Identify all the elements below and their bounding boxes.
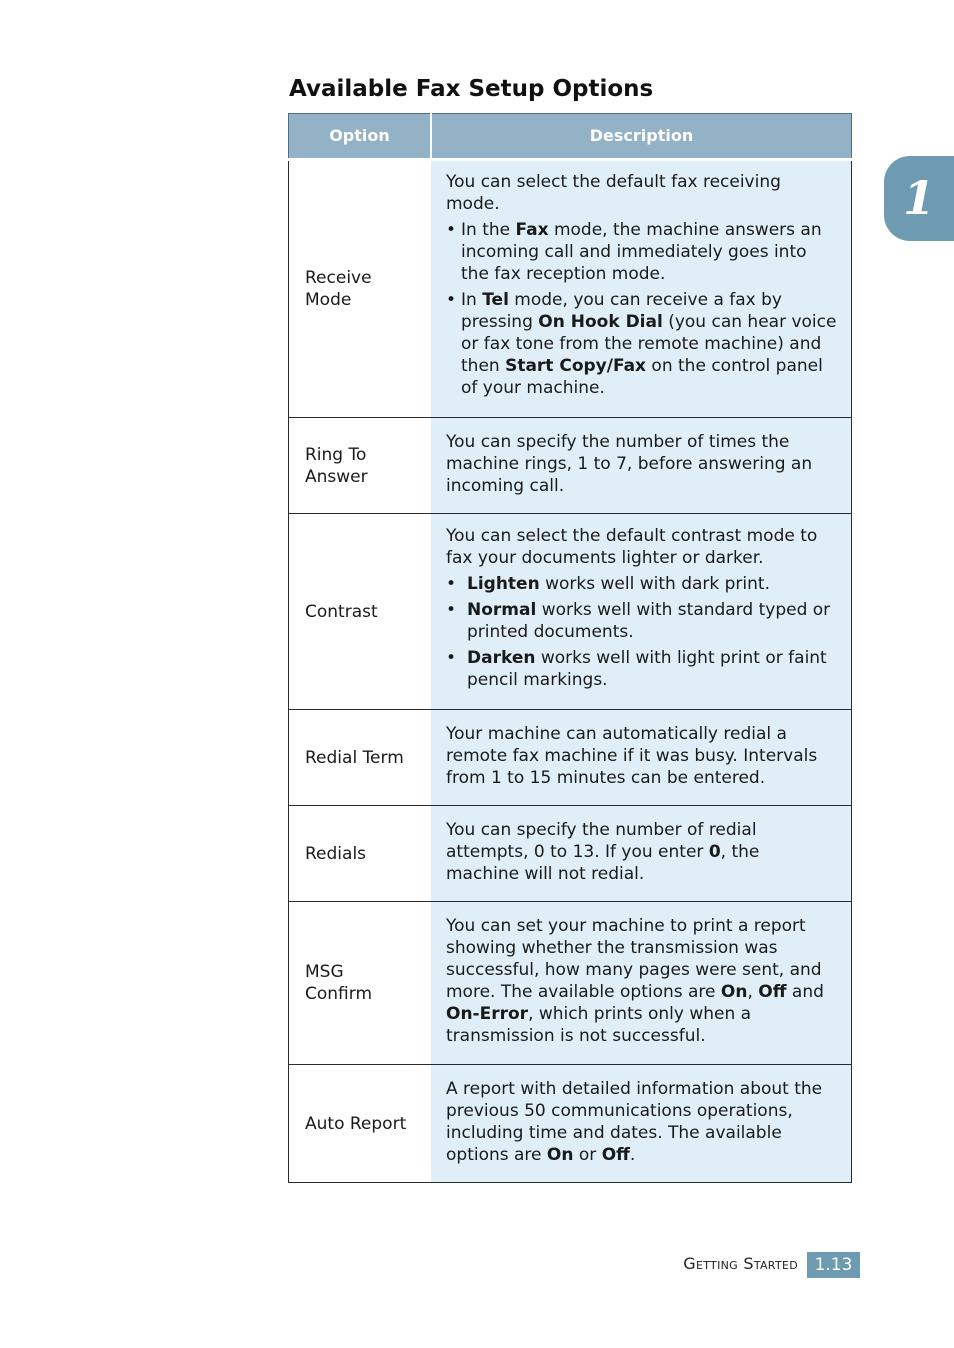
option-cell: Redial Term	[289, 710, 432, 806]
option-cell: Auto Report	[289, 1065, 432, 1183]
option-cell: Receive Mode	[289, 160, 432, 418]
option-cell: Redials	[289, 806, 432, 902]
description-cell: You can set your machine to print a report showing whether the transmission was successful, how many pages were sent, and more. The available options are On, Off and On-Error, which prints only when a transmission is not successful.	[431, 902, 852, 1065]
table-row	[289, 902, 852, 1065]
description-cell: A report with detailed information about the previous 50 communications operations, including time and dates. The available options are On or Off.	[431, 1065, 852, 1183]
page-title: Available Fax Setup Options	[289, 76, 654, 102]
bullet-list	[446, 219, 837, 399]
list-item: • Lighten works well with dark print.	[446, 573, 770, 594]
description-cell: You can specify the number of times the machine rings, 1 to 7, before answering an incoming call.	[431, 418, 852, 514]
list-item: • Darken works well with light print or faint pencil markings.	[446, 647, 827, 690]
bullet-list	[446, 573, 837, 691]
list-item: • In Tel mode, you can receive a fax by pressing On Hook Dial (you can hear voice or fax tone from the remote machine) and then Start Copy/Fax on the control panel of your machine.	[446, 290, 837, 398]
table-row	[289, 514, 852, 710]
bullet-icon: •	[446, 599, 457, 620]
chapter-tab: 1	[884, 156, 954, 241]
option-cell: MSG Confirm	[289, 902, 432, 1065]
description-intro: You can select the default fax receiving mode.	[446, 172, 781, 214]
option-cell: Contrast	[289, 514, 432, 710]
header-option: Option	[289, 114, 432, 160]
page-number-badge: 1.13	[807, 1252, 860, 1278]
table-row	[289, 160, 852, 418]
description-cell	[431, 514, 852, 710]
table-row	[289, 1065, 852, 1183]
list-item: • Normal works well with standard typed or printed documents.	[446, 599, 831, 642]
option-cell: Ring To Answer	[289, 418, 432, 514]
description-cell: Your machine can automatically redial a remote fax machine if it was busy. Intervals from 1 to 15 minutes can be entered.	[431, 710, 852, 806]
bullet-icon: •	[446, 290, 457, 310]
header-description: Description	[431, 114, 852, 160]
bullet-icon: •	[446, 647, 457, 668]
table-row	[289, 418, 852, 514]
bullet-icon: •	[446, 573, 457, 594]
footer-section-label: Getting Started	[683, 1254, 798, 1273]
description-intro: You can select the default contrast mode to fax your documents lighter or darker.	[446, 525, 818, 568]
list-item: • In the Fax mode, the machine answers an incoming call and immediately goes into the fax reception mode.	[446, 220, 822, 284]
table-row	[289, 806, 852, 902]
description-cell	[431, 160, 852, 418]
table-row	[289, 710, 852, 806]
description-cell: You can specify the number of redial attempts, 0 to 13. If you enter 0, the machine will not redial.	[431, 806, 852, 902]
table-header-row	[289, 114, 852, 160]
fax-setup-options-table	[288, 113, 852, 1183]
bullet-icon: •	[446, 220, 457, 240]
